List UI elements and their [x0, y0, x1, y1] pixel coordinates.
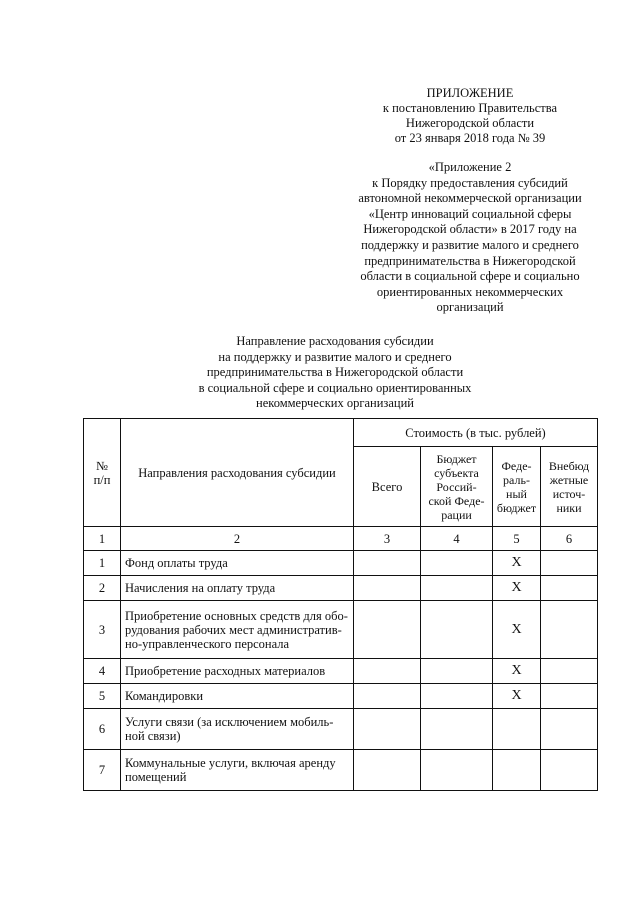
appendix2-line: автономной некоммерческой организации — [358, 191, 582, 206]
row-total — [354, 576, 421, 601]
row-extra — [541, 551, 598, 576]
row-federal: Х — [493, 551, 541, 576]
row-direction: Приобретение основных средств для обо- рудования рабочих мест административ- но-управленческого персонала — [121, 601, 354, 659]
column-number: 2 — [121, 527, 354, 551]
table-row — [84, 551, 598, 576]
table-row — [84, 684, 598, 709]
row-federal: Х — [493, 601, 541, 659]
title-line: некоммерческих организаций — [256, 396, 414, 411]
row-direction: Фонд оплаты труда — [121, 551, 354, 576]
title-line: предпринимательства в Нижегородской области — [206, 365, 464, 380]
row-federal: Х — [493, 684, 541, 709]
header-federal: Феде- раль- ный бюджет — [493, 447, 541, 527]
title-line: в социальной сфере и социально ориентированных — [198, 380, 472, 395]
appendix2-line: «Центр инноваций социальной сферы — [368, 206, 572, 221]
appendix2-line: предпринимательства в Нижегородской — [364, 253, 576, 268]
row-regional — [421, 601, 493, 659]
row-num: 7 — [84, 750, 121, 791]
row-direction: Коммунальные услуги, включая аренду помещений — [121, 750, 354, 791]
row-regional — [421, 684, 493, 709]
table-row — [84, 576, 598, 601]
header-direction: Направления расходования субсидии — [121, 419, 354, 527]
row-total — [354, 709, 421, 750]
header-cost: Стоимость (в тыс. рублей) — [354, 419, 598, 447]
table-row — [84, 659, 598, 684]
row-direction: Командировки — [121, 684, 354, 709]
row-total — [354, 659, 421, 684]
subsidy-table — [83, 418, 598, 791]
row-total — [354, 551, 421, 576]
appendix2-header — [340, 160, 600, 316]
appendix-line: Нижегородской области — [405, 116, 535, 130]
row-direction: Услуги связи (за исключением мобиль- ной связи) — [121, 709, 354, 750]
row-num: 3 — [84, 601, 121, 659]
row-federal — [493, 709, 541, 750]
row-federal — [493, 750, 541, 791]
appendix2-line: области в социальной сфере и социально — [360, 269, 580, 284]
row-extra — [541, 684, 598, 709]
row-num: 5 — [84, 684, 121, 709]
row-regional — [421, 576, 493, 601]
appendix-title: ПРИЛОЖЕНИЕ — [426, 86, 514, 100]
title-line: на поддержку и развитие малого и среднего — [218, 349, 452, 364]
header-total: Всего — [354, 447, 421, 527]
header-regional: Бюджет субъекта Россий- ской Феде- рации — [421, 447, 493, 527]
row-federal: Х — [493, 659, 541, 684]
row-extra — [541, 659, 598, 684]
row-extra — [541, 709, 598, 750]
appendix2-line: к Порядку предоставления субсидий — [372, 175, 568, 190]
row-federal: Х — [493, 576, 541, 601]
row-direction: Начисления на оплату труда — [121, 576, 354, 601]
row-extra — [541, 576, 598, 601]
column-number-row — [84, 527, 598, 551]
row-regional — [421, 551, 493, 576]
column-number: 1 — [84, 527, 121, 551]
row-total — [354, 684, 421, 709]
row-total — [354, 601, 421, 659]
title-line: Направление расходования субсидии — [236, 334, 434, 348]
appendix2-line: Нижегородской области» в 2017 году на — [363, 222, 577, 237]
row-total — [354, 750, 421, 791]
appendix2-line: организаций — [436, 300, 504, 315]
row-direction: Приобретение расходных материалов — [121, 659, 354, 684]
row-regional — [421, 709, 493, 750]
table-row — [84, 709, 598, 750]
appendix-date: от 23 января 2018 года № 39 — [394, 131, 546, 145]
header-extra: Внебюд жетные источ- ники — [541, 447, 598, 527]
table-row — [84, 750, 598, 791]
row-extra — [541, 601, 598, 659]
appendix2-line: ориентированных некоммерческих — [376, 284, 564, 299]
header-num: № п/п — [84, 419, 121, 527]
row-num: 4 — [84, 659, 121, 684]
row-num: 1 — [84, 551, 121, 576]
table-row — [84, 601, 598, 659]
column-number: 6 — [541, 527, 598, 551]
row-num: 2 — [84, 576, 121, 601]
appendix-line: к постановлению Правительства — [382, 101, 558, 115]
document-title — [170, 334, 500, 412]
column-number: 3 — [354, 527, 421, 551]
appendix2-line: «Приложение 2 — [428, 160, 512, 174]
row-regional — [421, 750, 493, 791]
row-extra — [541, 750, 598, 791]
row-regional — [421, 659, 493, 684]
appendix2-line: поддержку и развитие малого и среднего — [361, 237, 579, 252]
column-number: 5 — [493, 527, 541, 551]
row-num: 6 — [84, 709, 121, 750]
column-number: 4 — [421, 527, 493, 551]
appendix-header — [350, 86, 590, 146]
